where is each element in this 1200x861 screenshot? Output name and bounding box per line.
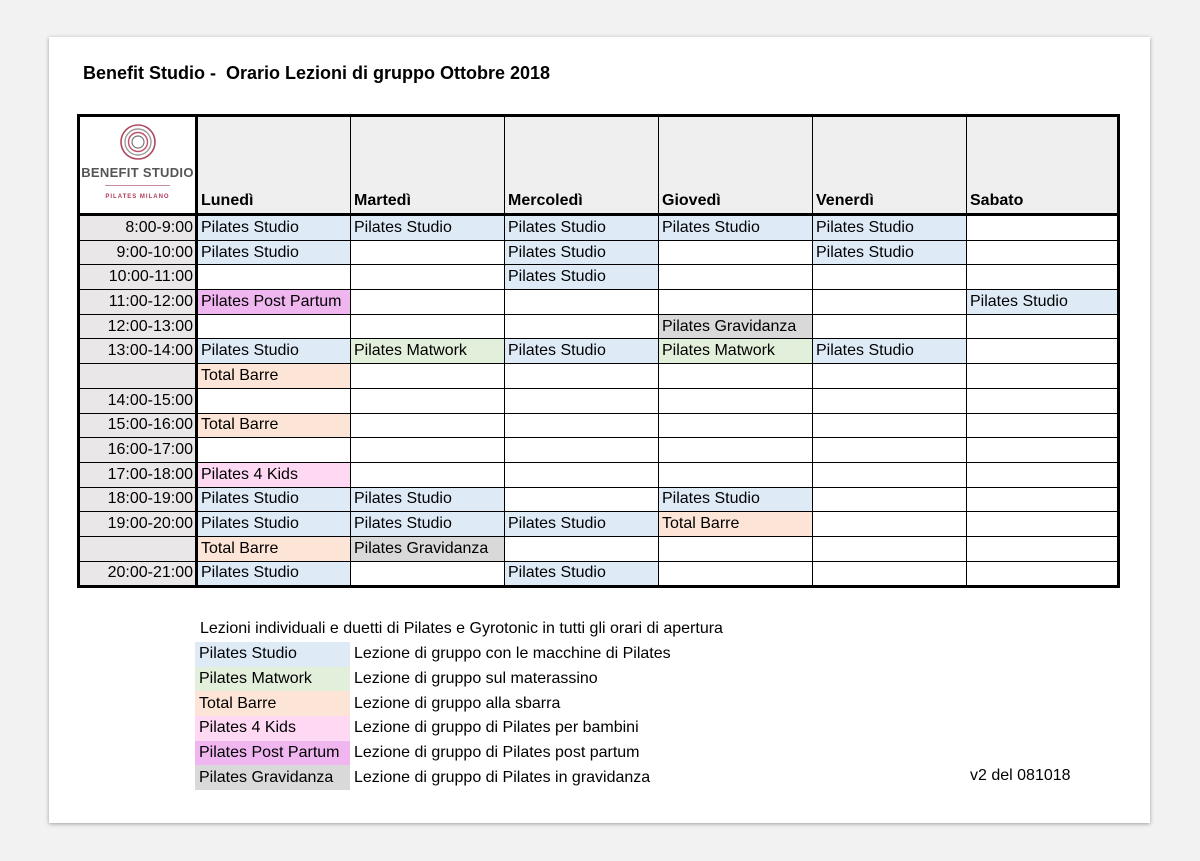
schedule-row (79, 512, 1119, 537)
time-slot: 19:00-20:00 (79, 512, 197, 537)
class-cell: Pilates Studio (197, 339, 351, 364)
schedule-row (79, 290, 1119, 315)
class-cell: Pilates Gravidanza (659, 314, 813, 339)
time-slot: 12:00-13:00 (79, 314, 197, 339)
legend-row (195, 716, 675, 741)
class-cell (813, 290, 967, 315)
class-cell (813, 561, 967, 587)
class-cell: Pilates Matwork (351, 339, 505, 364)
time-slot: 8:00-9:00 (79, 215, 197, 241)
class-cell: Total Barre (197, 364, 351, 389)
time-slot: 14:00-15:00 (79, 388, 197, 413)
class-cell (813, 462, 967, 487)
legend-body (195, 642, 675, 790)
class-cell (351, 561, 505, 587)
schedule-row (79, 215, 1119, 241)
schedule-row (79, 240, 1119, 265)
time-slot: 9:00-10:00 (79, 240, 197, 265)
schedule-row (79, 314, 1119, 339)
schedule-row (79, 487, 1119, 512)
class-cell (351, 413, 505, 438)
class-cell: Pilates Studio (351, 215, 505, 241)
day-header: Martedì (351, 116, 505, 215)
day-header: Giovedì (659, 116, 813, 215)
legend-swatch: Pilates 4 Kids (195, 716, 350, 741)
legend-row (195, 642, 675, 667)
class-cell (659, 388, 813, 413)
legend-intro: Lezioni individuali e duetti di Pilates e Gyrotonic in tutti gli orari di apertura (200, 620, 723, 637)
class-cell (967, 487, 1119, 512)
time-slot (79, 536, 197, 561)
time-slot: 17:00-18:00 (79, 462, 197, 487)
schedule-table (77, 114, 1120, 588)
schedule-row (79, 561, 1119, 587)
class-cell (351, 364, 505, 389)
class-cell: Pilates Studio (197, 512, 351, 537)
class-cell: Pilates Gravidanza (351, 536, 505, 561)
legend-description: Lezione di gruppo con le macchine di Pilates (354, 645, 671, 663)
class-cell: Pilates Studio (659, 215, 813, 241)
time-slot (79, 364, 197, 389)
class-cell: Pilates Studio (505, 512, 659, 537)
day-header: Mercoledì (505, 116, 659, 215)
class-cell: Pilates Studio (505, 215, 659, 241)
class-cell (505, 438, 659, 463)
class-cell (967, 413, 1119, 438)
version-label: v2 del 081018 (970, 767, 1071, 784)
schedule-body (79, 116, 1119, 587)
day-header: Sabato (967, 116, 1119, 215)
class-cell (659, 536, 813, 561)
class-cell: Pilates Studio (813, 339, 967, 364)
class-cell (351, 438, 505, 463)
class-cell: Pilates 4 Kids (197, 462, 351, 487)
class-cell (505, 462, 659, 487)
class-cell: Pilates Studio (967, 290, 1119, 315)
legend-swatch: Pilates Matwork (195, 667, 350, 692)
time-slot: 11:00-12:00 (79, 290, 197, 315)
class-cell: Pilates Studio (659, 487, 813, 512)
legend-description: Lezione di gruppo di Pilates in gravidanza (354, 768, 651, 786)
class-cell: Pilates Studio (813, 215, 967, 241)
class-cell: Total Barre (197, 413, 351, 438)
class-cell (505, 388, 659, 413)
class-cell (351, 314, 505, 339)
legend-table (195, 642, 675, 790)
schedule-row (79, 339, 1119, 364)
class-cell: Pilates Studio (197, 215, 351, 241)
class-cell (659, 413, 813, 438)
class-cell (351, 462, 505, 487)
header-row (79, 116, 1119, 215)
schedule-row (79, 413, 1119, 438)
class-cell (197, 388, 351, 413)
time-slot: 16:00-17:00 (79, 438, 197, 463)
day-header: Lunedì (197, 116, 351, 215)
class-cell: Pilates Studio (505, 240, 659, 265)
logo-subtitle: PILATES MILANO (105, 185, 169, 207)
legend-description: Lezione di gruppo di Pilates per bambini (354, 719, 639, 737)
class-cell (813, 265, 967, 290)
legend-swatch: Pilates Gravidanza (195, 765, 350, 790)
schedule-row (79, 462, 1119, 487)
class-cell: Pilates Studio (505, 265, 659, 290)
class-cell (505, 290, 659, 315)
logo-cell (79, 116, 197, 215)
class-cell (967, 240, 1119, 265)
class-cell (197, 314, 351, 339)
legend-row (195, 691, 675, 716)
legend-row (195, 741, 675, 766)
class-cell (813, 388, 967, 413)
class-cell: Pilates Matwork (659, 339, 813, 364)
class-cell (967, 561, 1119, 587)
time-slot: 18:00-19:00 (79, 487, 197, 512)
class-cell (967, 438, 1119, 463)
legend-row (195, 667, 675, 692)
class-cell (505, 364, 659, 389)
class-cell: Pilates Studio (197, 561, 351, 587)
class-cell (659, 438, 813, 463)
class-cell (813, 536, 967, 561)
class-cell (659, 240, 813, 265)
legend-row (195, 765, 675, 790)
class-cell (813, 512, 967, 537)
class-cell: Total Barre (197, 536, 351, 561)
page-title: Benefit Studio - Orario Lezioni di gruppo Ottobre 2018 (83, 63, 551, 83)
class-cell: Pilates Studio (351, 512, 505, 537)
class-cell (967, 536, 1119, 561)
class-cell (967, 462, 1119, 487)
class-cell (813, 364, 967, 389)
schedule-row (79, 364, 1119, 389)
class-cell (659, 290, 813, 315)
logo-name: BENEFIT STUDIO (81, 165, 194, 180)
class-cell: Total Barre (659, 512, 813, 537)
class-cell: Pilates Studio (351, 487, 505, 512)
class-cell (813, 314, 967, 339)
class-cell (351, 265, 505, 290)
time-slot: 10:00-11:00 (79, 265, 197, 290)
class-cell (351, 388, 505, 413)
class-cell (967, 314, 1119, 339)
legend-description: Lezione di gruppo di Pilates post partum (354, 744, 640, 762)
class-cell: Pilates Studio (505, 339, 659, 364)
class-cell (505, 487, 659, 512)
class-cell (659, 265, 813, 290)
class-cell (967, 388, 1119, 413)
benefit-studio-logo (80, 123, 195, 207)
class-cell: Pilates Studio (197, 240, 351, 265)
class-cell (967, 215, 1119, 241)
schedule-row (79, 388, 1119, 413)
time-slot: 20:00-21:00 (79, 561, 197, 587)
schedule-row (79, 265, 1119, 290)
class-cell (813, 413, 967, 438)
time-slot: 15:00-16:00 (79, 413, 197, 438)
class-cell (505, 413, 659, 438)
concentric-circles-logo-icon (119, 123, 157, 161)
legend-swatch: Pilates Studio (195, 642, 350, 667)
class-cell (813, 438, 967, 463)
class-cell (505, 314, 659, 339)
class-cell (813, 487, 967, 512)
class-cell (197, 265, 351, 290)
schedule-row (79, 438, 1119, 463)
legend-description: Lezione di gruppo alla sbarra (354, 694, 561, 712)
legend-swatch: Total Barre (195, 691, 350, 716)
class-cell (967, 512, 1119, 537)
class-cell (967, 364, 1119, 389)
class-cell (967, 339, 1119, 364)
class-cell (351, 240, 505, 265)
class-cell: Pilates Studio (813, 240, 967, 265)
class-cell (351, 290, 505, 315)
class-cell (967, 265, 1119, 290)
class-cell (197, 438, 351, 463)
class-cell (659, 561, 813, 587)
class-cell: Pilates Post Partum (197, 290, 351, 315)
schedule-row (79, 536, 1119, 561)
class-cell: Pilates Studio (197, 487, 351, 512)
class-cell (505, 536, 659, 561)
time-slot: 13:00-14:00 (79, 339, 197, 364)
class-cell: Pilates Studio (505, 561, 659, 587)
class-cell (659, 364, 813, 389)
legend-swatch: Pilates Post Partum (195, 741, 350, 766)
day-header: Venerdì (813, 116, 967, 215)
class-cell (659, 462, 813, 487)
legend-description: Lezione di gruppo sul materassino (354, 670, 598, 688)
